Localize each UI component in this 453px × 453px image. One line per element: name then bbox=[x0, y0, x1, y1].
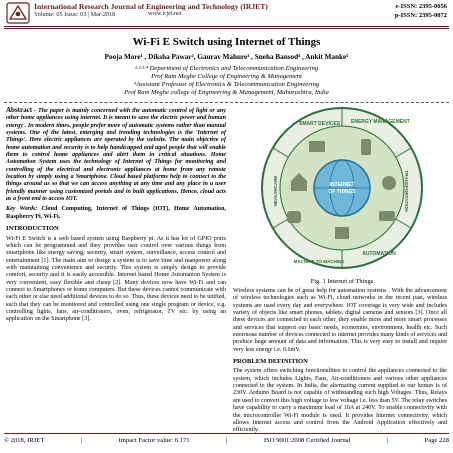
phone-icon bbox=[361, 139, 371, 155]
keywords-label: Key Words: bbox=[6, 206, 38, 213]
page-footer bbox=[4, 437, 449, 444]
figure-label-energy: ENERGY MANAGEMENT bbox=[351, 119, 410, 125]
wireless-paragraph: Wireless systems can be of great help for automation systems . With the advancement of wireless technologies such as Wi-Fi, cloud networks in the recent past, wireless systems are used every day and everywhere. IOT coverage is very wide and includes variety of objects like smart phones, tablets, digital cameras and sensors [3]. Once all these devices are connected to each other, they enable more and more smart processes and services that support our basic needs, economies, environment, health etc. Such enormous number of devices connected to internet provides many kinds of services and produce huge amount of data and information. This is very easy to install and require very less energy i.e. 0.6mV. bbox=[233, 288, 447, 353]
machine-icon bbox=[335, 227, 349, 239]
issn-block bbox=[395, 2, 447, 20]
figure-center-label-2: OF THINGS bbox=[328, 189, 356, 195]
right-column bbox=[233, 288, 447, 438]
introduction-heading: INTRODUCTION bbox=[6, 225, 59, 233]
affiliation-line: Prof Ram Meghe college of Engineering & Management, Maharashtra, India bbox=[124, 89, 329, 96]
figure-label-healthcare: HEALTHCARE bbox=[273, 175, 278, 207]
journal-website[interactable]: www.irjet.net bbox=[148, 10, 182, 17]
figure-label-automation: AUTOMATION bbox=[362, 251, 396, 257]
health-icon bbox=[287, 211, 301, 223]
journal-logo-icon bbox=[6, 2, 30, 24]
page-header bbox=[0, 0, 453, 28]
header-rule-2 bbox=[4, 28, 449, 29]
figure-center-label-1: INTERNET bbox=[329, 182, 355, 188]
abstract bbox=[6, 107, 226, 203]
paper-title: Wi-Fi E Switch using Internet of Things bbox=[132, 36, 321, 48]
figure-caption: Fig. 1 Internet of Things bbox=[310, 278, 374, 285]
figure-label-transportation: TRANSPORTATION bbox=[404, 170, 409, 212]
header-rule bbox=[4, 26, 449, 27]
affiliation-line: ¹·²·³·⁴ Department of Electronics and Telecommunication Engineering bbox=[134, 65, 319, 72]
left-column bbox=[6, 107, 226, 327]
introduction-text: Wi-Fi E Switch is a web based system using Raspberry pi. As it has lot of GPIO ports which can be programmed and they provides user control over various things from smartphone like energy saving, security, smart system, surveillance, access control and entertainment [1]. The main aim to design a system is to save time and manpower along with maintaining convenience and security. This system is simply design to provide comfort, security and it is easily accessible. Internet based Home Automation System is very convenient, easy flexible and cheap [2]. Many devices now have Wi-Fi and can connect to Smartphones or home computers. But these devices cannot communicate with each other or else need additional devices to do so. Thus, these devices need to be unified, such that they can be monitored and controlled using one single program or device, e.g. controlling lights, fans, air-conditioners, oven, refrigerator, TV etc. by using an application on the Smartphone [3]. bbox=[6, 235, 226, 323]
iot-figure bbox=[239, 103, 445, 273]
affiliation-line: Prof Ram Meghe College of Engineering & Management bbox=[151, 73, 302, 80]
laptop-icon bbox=[309, 141, 325, 152]
footer-sep: | bbox=[226, 437, 228, 444]
bulb-icon bbox=[382, 176, 396, 190]
footer-sep: | bbox=[80, 437, 83, 444]
figure-label-m2m: MACHINE TO MACHINE bbox=[293, 259, 345, 264]
volume-issue: Volume: 05 Issue: 03 | Mar-2018 bbox=[34, 11, 116, 18]
keywords-text: Cloud Computing, Internet of Things (IOT), Home Automation, Raspberry Pi, Wi-Fi. bbox=[6, 206, 227, 220]
abstract-text: - The paper is mainly concerned with the automatic control of light or any other home appliances using internet. It is meant to save the electric power and human energy . In modern times, people prefer more of automatic systems rather than manual systems. One of the latest, emerging and trending technologies is the 'Internet of Things'. Here electric appliances are operated by the website. The main objective of home automation and security is to help handicapped and aged people that will enable them to control home appliances and alert them in critical situations. Home Automation System uses the technology of Internet of Things for monitoring and controlling of the electrical and electronic appliances at home from any remote location by simply using a Smartphone. Cloud based platforms help to connect to the things around us so that we can access anything at any time and any place in a user friendly manner using customized portals and in built applications. Hence, cloud acts as a front end to access IOT. bbox=[6, 108, 226, 203]
keywords bbox=[6, 206, 226, 221]
car-icon bbox=[379, 211, 395, 221]
e-issn: e-ISSN: 2395-0056 bbox=[395, 3, 447, 10]
footer-page: Page 228 bbox=[424, 437, 449, 444]
figure-label-smart-devices: SMART DEVICES bbox=[299, 121, 341, 127]
footer-copyright: © 2018, IRJET bbox=[4, 437, 45, 444]
footer-impact: Impact Factor value: 6.171 bbox=[118, 437, 190, 444]
footer-rule bbox=[4, 433, 449, 434]
paper-authors: Pooja More¹ , Diksha Pawar², Gaurav Mahure³ , Sneha Bansod⁴ , Ankit Manke⁵ bbox=[104, 53, 349, 61]
p-issn: p-ISSN: 2395-0072 bbox=[394, 12, 447, 19]
footer-sep: | bbox=[386, 437, 389, 444]
abstract-label: Abstract bbox=[6, 106, 33, 114]
problem-definition-text: The system offers switching functionalities to control the appliances connected to the system, which includes Lights, Fans, Air-conditioners and various other appliances connected to the system. In India, the alternating current supplied to our homes is of 230V. Arduino Board is not capable of withstanding such high Voltages. Thus, Relays are used to convert this high voltage to low voltage i.e. less than 5V. The relay switches have capability to carry a maximum load of 10A at 240V. To enable connectivity with the microcontroller Wi-Fi module is used. It provides Internet connectivity, which allows Internet access and control from the Android Application effectively and efficiently. bbox=[233, 368, 447, 434]
journal-name: International Research Journal of Engineering and Technology (IRJET) bbox=[34, 2, 268, 11]
problem-definition-heading: PROBLEM DEFINITION bbox=[233, 358, 308, 366]
footer-iso: ISO 9001:2008 Certified Journal bbox=[263, 437, 351, 444]
affiliation-line: ⁵Assistant Professor of Electronics & Telecommunication Engineering bbox=[133, 81, 320, 88]
